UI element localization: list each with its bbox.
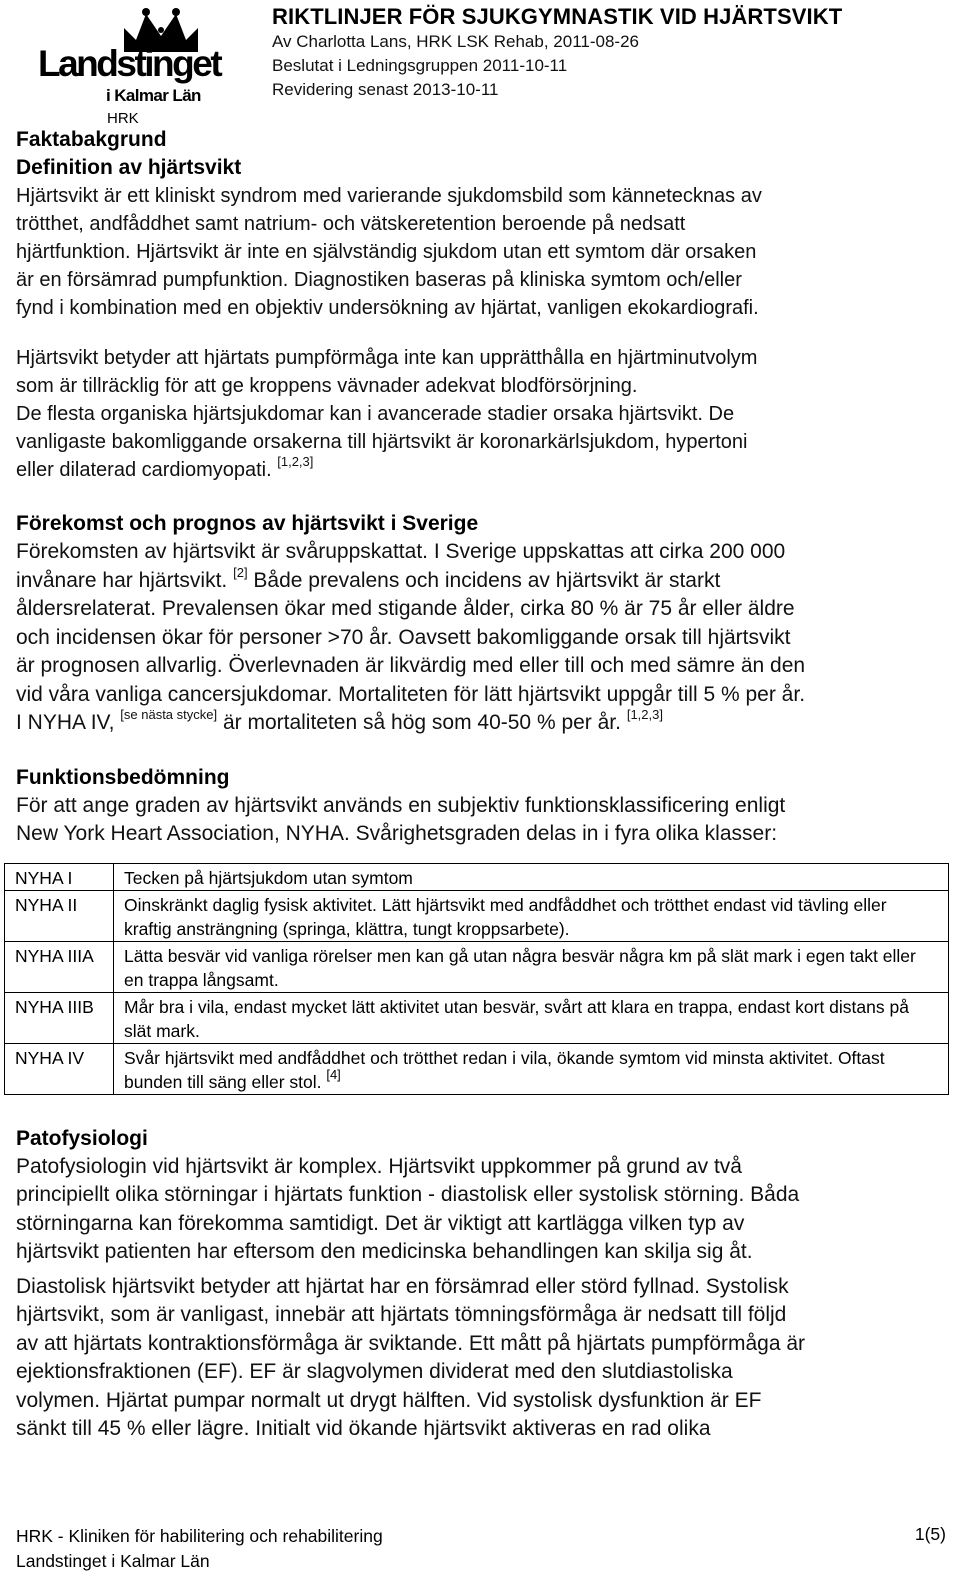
nyha-class-cell: NYHA IIIA — [5, 941, 114, 992]
diastolic-line: Diastolisk hjärtsvikt betyder att hjärtat har en försämrad eller störd fyllnad. Systolisk — [16, 1274, 789, 1298]
nyha-description-cell: Oinskränkt daglig fysisk aktivitet. Lätt hjärtsvikt med andfåddhet och trötthet endast vid tävling eller kraftig ansträngning (springa, klättra, tungt kroppsarbete). — [114, 890, 949, 941]
logo-region: i Kalmar Län — [106, 86, 201, 105]
heading-patofysiologi: Patofysiologi — [16, 1126, 148, 1150]
pump-line: Hjärtsvikt betyder att hjärtats pumpförmåga inte kan upprätthålla en hjärtminutvolym — [16, 347, 758, 369]
reference-marker: [1,2,3] — [277, 454, 314, 470]
heading-funktionsbedomning: Funktionsbedömning — [16, 765, 230, 789]
pump-line: vanligaste bakomliggande orsakerna till hjärtsvikt är koronarkärlsjukdom, hypertoni — [16, 431, 748, 453]
document-title: RIKTLINJER FÖR SJUKGYMNASTIK VID HJÄRTSVIKT — [272, 4, 843, 29]
nyha-class-cell: NYHA I — [5, 863, 114, 890]
pato-line: Patofysiologin vid hjärtsvikt är komplex. Hjärtsvikt uppkommer på grund av två — [16, 1154, 742, 1178]
definition-line: fynd i kombination med en objektiv undersökning av hjärtat, vanligen ekokardiografi. — [16, 297, 759, 319]
nyha-class-cell: NYHA II — [5, 890, 114, 941]
logo-unit: HRK — [107, 110, 139, 127]
table-row — [5, 890, 949, 941]
heading-prognos: Förekomst och prognos av hjärtsvikt i Sverige — [16, 512, 479, 535]
diastolic-line: av att hjärtats kontraktionsförmåga är sviktande. Ett mått på hjärtats pumpförmåga är — [16, 1331, 806, 1355]
nyha-description-text: Svår hjärtsvikt med andfåddhet och trötthet redan i vila, ökande symtom vid minsta aktivitet. Oftast bunden till säng eller stol. — [124, 1047, 885, 1092]
prognos-line — [16, 709, 951, 738]
definition-line: hjärtfunktion. Hjärtsvikt är inte en självständig sjukdom utan ett symtom där orsaken — [16, 241, 757, 263]
decided-line: Beslutat i Ledningsgruppen 2011-10-11 — [272, 56, 568, 75]
revised-line: Revidering senast 2013-10-11 — [272, 80, 499, 99]
nyha-class-cell: NYHA IV — [5, 1043, 114, 1094]
table-row — [5, 992, 949, 1043]
author-line: Av Charlotta Lans, HRK LSK Rehab, 2011-08-26 — [272, 32, 639, 51]
pump-line: som är tillräcklig för att ge kroppens vävnader adekvat blodförsörjning. — [16, 375, 638, 397]
nyha-description-cell: Tecken på hjärtsjukdom utan symtom — [114, 863, 949, 890]
nyha-description-cell: Lätta besvär vid vanliga rörelser men kan gå utan några besvär några km på slät mark i egen takt eller en trappa långsamt. — [114, 941, 949, 992]
diastolic-line: sänkt till 45 % eller lägre. Initialt vid ökande hjärtsvikt aktiveras en rad olika — [16, 1417, 711, 1440]
definition-line: trötthet, andfåddhet samt natrium- och vätskeretention beroende på nedsatt — [16, 213, 686, 235]
table-row — [5, 1043, 949, 1094]
reference-marker: [1,2,3] — [626, 707, 663, 722]
nyha-description-cell — [114, 1043, 949, 1094]
footer-organisation: Landstinget i Kalmar Län — [16, 1551, 210, 1571]
nyha-classification-table — [4, 863, 949, 1095]
pump-line: De flesta organiska hjärtsjukdomar kan i avancerade stadier orsaka hjärtsvikt. De — [16, 403, 735, 425]
heading-definition: Definition av hjärtsvikt — [16, 156, 242, 179]
reference-marker: [se nästa stycke] — [120, 707, 218, 722]
funktion-line: För att ange graden av hjärtsvikt används en subjektiv funktionsklassificering enligt — [16, 793, 786, 817]
diastolic-line: hjärtsvikt, som är vanligast, innebär att hjärtats tömningsförmåga är nedsatt till följd — [16, 1303, 787, 1326]
pato-line: principiellt olika störningar i hjärtats funktion - diastolisk eller systolisk störning. Båda — [16, 1183, 800, 1206]
prognos-text: invånare har hjärtsvikt. — [16, 568, 234, 592]
pato-line: störningarna kan förekomma samtidigt. Det är viktigt att kartlägga vilken typ av — [16, 1211, 745, 1235]
prognos-line: och incidensen ökar för personer >70 år. Oavsett bakomliggande orsak till hjärtsvikt — [16, 625, 791, 649]
nyha-description-cell: Mår bra i vila, endast mycket lätt aktivitet utan besvär, svårt att klara en trappa, endast kort distans på slät mark. — [114, 992, 949, 1043]
prognos-line: vid våra vanliga cancersjukdomar. Mortaliteten för lätt hjärtsvikt uppgår till 5 % per år. — [16, 682, 806, 706]
nyha-class-cell: NYHA IIIB — [5, 992, 114, 1043]
footer-clinic: HRK - Kliniken för habilitering och rehabilitering — [16, 1526, 383, 1546]
logo-name: Landstinget — [38, 43, 221, 84]
heading-faktabakgrund: Faktabakgrund — [16, 128, 167, 151]
table-row — [5, 863, 949, 890]
pump-line — [16, 456, 951, 484]
diastolic-line: volymen. Hjärtat pumpar normalt ut drygt hälften. Vid systolisk dysfunktion är EF — [16, 1388, 762, 1412]
reference-marker: [2] — [233, 564, 248, 580]
landstinget-logo — [38, 6, 238, 127]
page-footer — [16, 1524, 946, 1574]
definition-line: Hjärtsvikt är ett kliniskt syndrom med varierande sjukdomsbild som kännetecknas av — [16, 185, 762, 207]
diastolic-line: ejektionsfraktionen (EF). EF är slagvolymen dividerat med den slutdiastoliska — [16, 1360, 733, 1383]
pato-line: hjärtsvikt patienten har eftersom den medicinska behandlingen kan skilja sig åt. — [16, 1240, 753, 1263]
page-number: 1(5) — [914, 1524, 946, 1544]
prognos-line — [16, 564, 951, 596]
prognos-line: åldersrelaterat. Prevalensen ökar med stigande ålder, cirka 80 % är 75 år eller äldre — [16, 597, 795, 620]
funktion-line: New York Heart Association, NYHA. Svårighetsgraden delas in i fyra olika klasser: — [16, 822, 778, 845]
reference-marker: [4] — [326, 1066, 341, 1082]
document-body — [16, 126, 951, 1444]
prognos-line: är prognosen allvarlig. Överlevnaden är likvärdig med eller till och med sämre än den — [16, 654, 806, 677]
table-row — [5, 941, 949, 992]
definition-line: är en försämrad pumpfunktion. Diagnostiken baseras på kliniska symtom och/eller — [16, 269, 742, 291]
prognos-text: är mortaliteten så hög som 40-50 % per år. — [217, 711, 627, 734]
pump-last-text: eller dilaterad cardiomyopati. — [16, 459, 278, 481]
prognos-text: I NYHA IV, — [16, 711, 121, 734]
prognos-text: Både prevalens och incidens av hjärtsvikt är starkt — [247, 568, 721, 592]
prognos-line: Förekomsten av hjärtsvikt är svåruppskattat. I Sverige uppskattas att cirka 200 000 — [16, 540, 786, 563]
